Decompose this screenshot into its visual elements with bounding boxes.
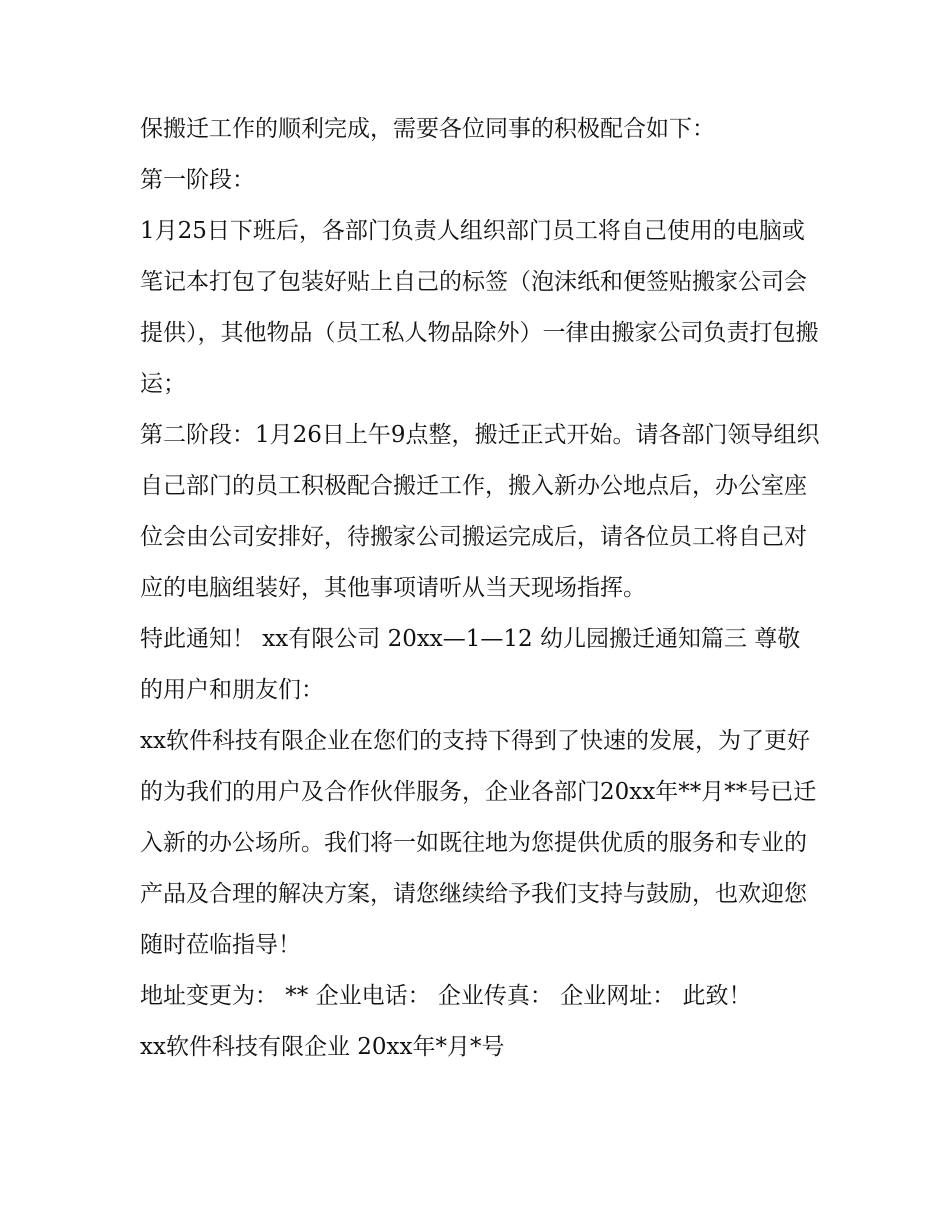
paragraph-signature: xx软件科技有限企业 20xx年*月*号 (140, 1034, 505, 1060)
paragraph-intro: 保搬迁工作的顺利完成，需要各位同事的积极配合如下： (140, 116, 715, 142)
paragraph-contact-info: 地址变更为： ** 企业电话： 企业传真： 企业网址： 此致！ (140, 983, 752, 1009)
paragraph-company-move: xx软件科技有限企业在您们的支持下得到了快速的发展，为了更好的为我们的用户及合作伙伴服务，企业各部门20xx年**月**号已迁入新的办公场所。我们将一如既往地为您提供优质的服务和专业的产品及合理的解决方案，请您继续给予我们支持与鼓励，也欢迎您随时莅临指导！ (140, 728, 817, 958)
document-body (140, 104, 820, 1073)
paragraph-stage-one-heading: 第一阶段： (140, 167, 255, 193)
paragraph-stage-one-details: 1月25日下班后，各部门负责人组织部门员工将自己使用的电脑或笔记本打包了包装好贴上自己的标签（泡沫纸和便签贴搬家公司会提供），其他物品（员工私人物品除外）一律由搬家公司负责打包搬运； (140, 218, 819, 397)
paragraph-notice-closing: 特此通知！ xx有限公司 20xx—1—12 幼儿园搬迁通知篇三 尊敬的用户和朋友们： (140, 626, 801, 703)
paragraph-stage-two: 第二阶段：1月26日上午9点整，搬迁正式开始。请各部门领导组织自己部门的员工积极配合搬迁工作，搬入新办公地点后，办公室座位会由公司安排好，待搬家公司搬运完成后，请各位员工将自己对应的电脑组装好，其他事项请听从当天现场指挥。 (140, 422, 820, 601)
